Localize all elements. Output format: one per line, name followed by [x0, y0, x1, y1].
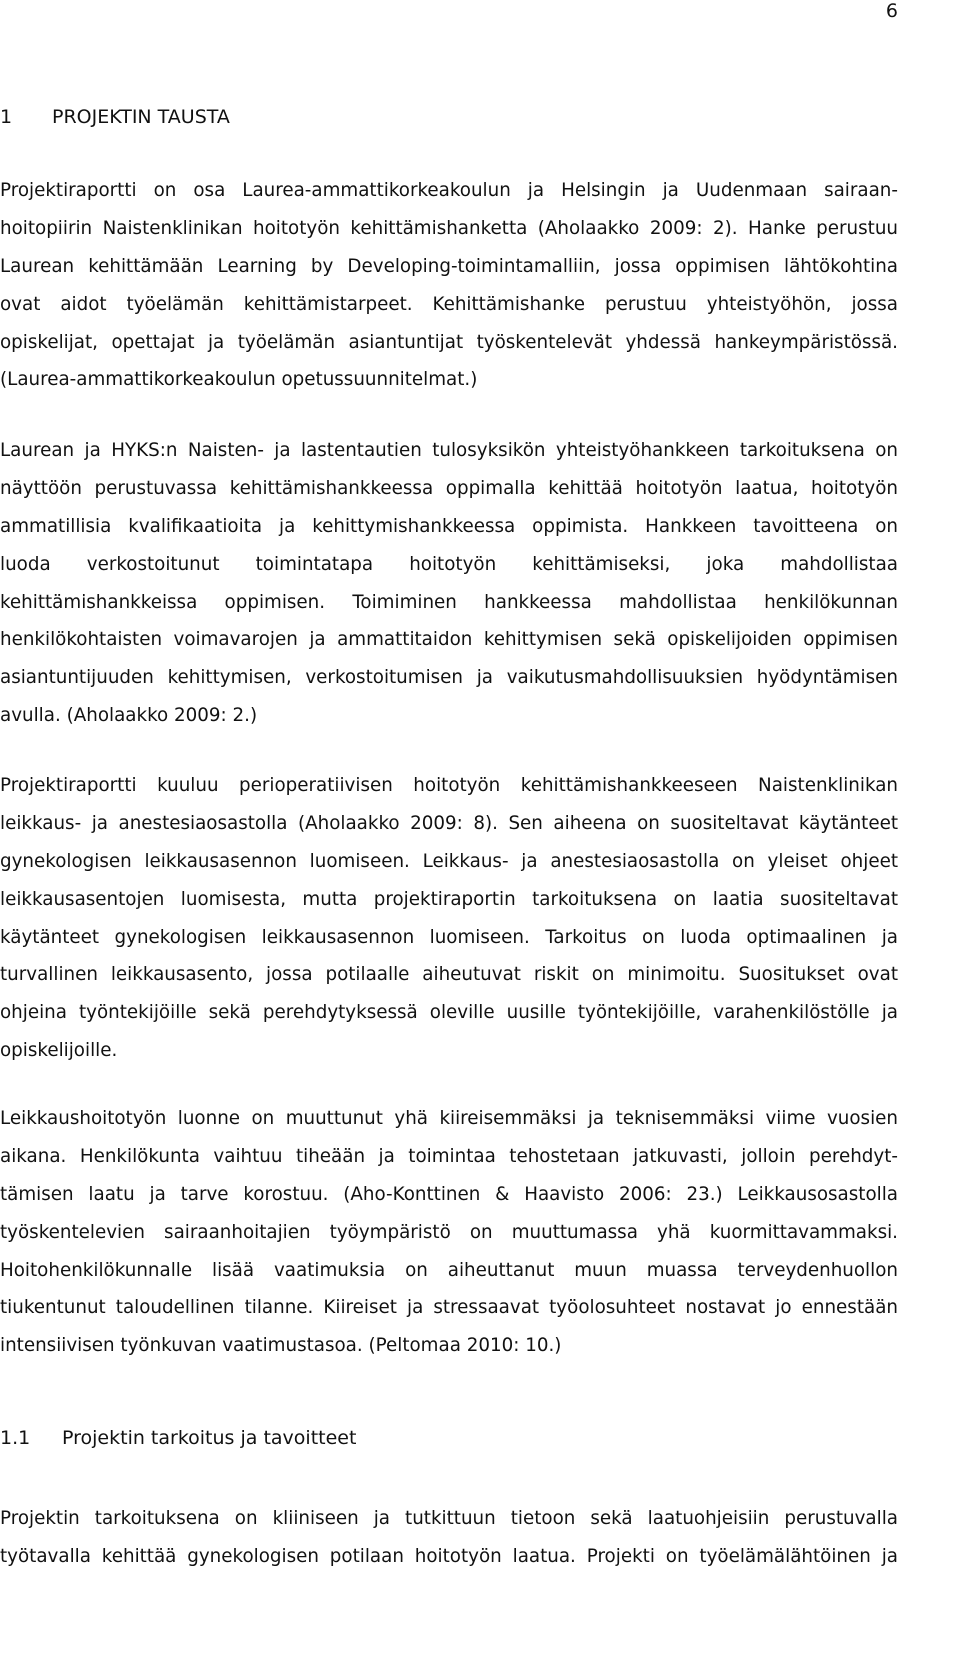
- text-line: Projektiraportti kuuluu perioperatiivisen hoitotyön kehittämishankkeeseen Naistenklinikan: [0, 775, 898, 796]
- text-line: näyttöön perustuvassa kehittämishankkeessa oppimalla kehittää hoitotyön laatua, hoitotyön: [0, 477, 898, 499]
- text-line: Projektiraportti on osa Laurea-ammattikorkeakoulun ja Helsingin ja Uudenmaan sairaan-: [0, 180, 898, 201]
- text-line: leikkaus- ja anestesiaosastolla (Aholaakko 2009: 8). Sen aiheena on suositeltavat käytänteet: [0, 812, 898, 834]
- paragraph-surgical-nursing: [0, 1108, 898, 1373]
- text-line: ohjeina työntekijöille sekä perehdytyksessä oleville uusille työntekijöille, varahenkilöstölle ja: [0, 1002, 898, 1024]
- text-line: intensiivisen työnkuvan vaatimustasoa. (Peltomaa 2010: 10.): [0, 1335, 562, 1357]
- text-line: ovat aidot työelämän kehittämistarpeet. Kehittämishanke perustuu yhteistyöhön, jossa: [0, 293, 898, 315]
- text-line: Projektin tarkoituksena on kliiniseen ja tutkittuun tietoon sekä laatuohjeisiin perustuvalla: [0, 1508, 898, 1529]
- section-heading-1: [0, 106, 230, 128]
- page-number: 6: [885, 0, 898, 22]
- text-line: opiskelijat, opettajat ja työelämän asiantuntijat työskentelevät yhdessä hankeympäristössä.: [0, 331, 898, 353]
- text-line: tämisen laatu ja tarve korostuu. (Aho-Konttinen & Haavisto 2006: 23.) Leikkausosastolla: [0, 1183, 898, 1205]
- section-number: 1.1: [0, 1427, 31, 1449]
- text-line: avulla. (Aholaakko 2009: 2.): [0, 705, 258, 727]
- text-line: hoitopiirin Naistenklinikan hoitotyön kehittämishanketta (Aholaakko 2009: 2). Hanke perustuu: [0, 217, 898, 239]
- text-line: (Laurea-ammattikorkeakoulun opetussuunnitelmat.): [0, 369, 478, 391]
- text-line: käytänteet gynekologisen leikkausasennon luomiseen. Tarkoitus on luoda optimaalinen ja: [0, 926, 898, 948]
- section-title: PROJEKTIN TAUSTA: [52, 106, 230, 128]
- text-line: työtavalla kehittää gynekologisen potilaan hoitotyön laatua. Projekti on työelämälähtöinen ja: [0, 1545, 898, 1567]
- paragraph-project-purpose: [0, 1508, 898, 1584]
- text-line: turvallinen leikkausasento, jossa potilaalle aiheutuvat riskit on minimoitu. Suositukset ovat: [0, 964, 898, 986]
- text-line: aikana. Henkilökunta vaihtuu tiheään ja toimintaa tehostetaan jatkuvasti, jolloin perehdyt-: [0, 1145, 898, 1167]
- text-line: Hoitohenkilökunnalle lisää vaatimuksia on aiheuttanut muun muassa terveydenhuollon: [0, 1259, 898, 1281]
- paragraph-cooperation-project: [0, 440, 898, 743]
- paragraph-project-report: [0, 775, 898, 1078]
- text-line: Laurean kehittämään Learning by Developing-toimintamalliin, jossa oppimisen lähtökohtina: [0, 255, 898, 277]
- text-line: kehittämishankkeissa oppimisen. Toimiminen hankkeessa mahdollistaa henkilökunnan: [0, 591, 898, 613]
- text-line: gynekologisen leikkausasennon luomiseen. Leikkaus- ja anestesiaosastolla on yleiset ohjeet: [0, 850, 898, 872]
- text-line: työskentelevien sairaanhoitajien työympäristö on muuttumassa yhä kuormittavammaksi.: [0, 1221, 898, 1243]
- text-line: opiskelijoille.: [0, 1040, 118, 1062]
- text-line: luoda verkostoitunut toimintatapa hoitotyön kehittämiseksi, joka mahdollistaa: [0, 553, 898, 575]
- text-line: tiukentunut taloudellinen tilanne. Kiireiset ja stressaavat työolosuhteet nostavat jo ennestään: [0, 1297, 898, 1319]
- paragraph-background-intro: [0, 180, 898, 407]
- text-line: asiantuntijuuden kehittymisen, verkostoitumisen ja vaikutusmahdollisuuksien hyödyntämisen: [0, 667, 898, 689]
- text-line: ammatillisia kvalifikaatioita ja kehittymishankkeessa oppimista. Hankkeen tavoitteena on: [0, 515, 898, 537]
- text-line: Laurean ja HYKS:n Naisten- ja lastentautien tulosyksikön yhteistyöhankkeen tarkoituksena on: [0, 440, 898, 461]
- text-line: henkilökohtaisten voimavarojen ja ammattitaidon kehittymisen sekä opiskelijoiden oppimisen: [0, 629, 898, 651]
- section-number: 1: [0, 106, 13, 128]
- section-heading-1-1: [0, 1427, 356, 1449]
- section-title: Projektin tarkoitus ja tavoitteet: [62, 1427, 357, 1449]
- text-line: leikkausasentojen luomisesta, mutta projektiraportin tarkoituksena on laatia suositeltavat: [0, 888, 898, 910]
- text-line: Leikkaushoitotyön luonne on muuttunut yhä kiireisemmäksi ja teknisemmäksi viime vuosien: [0, 1108, 898, 1129]
